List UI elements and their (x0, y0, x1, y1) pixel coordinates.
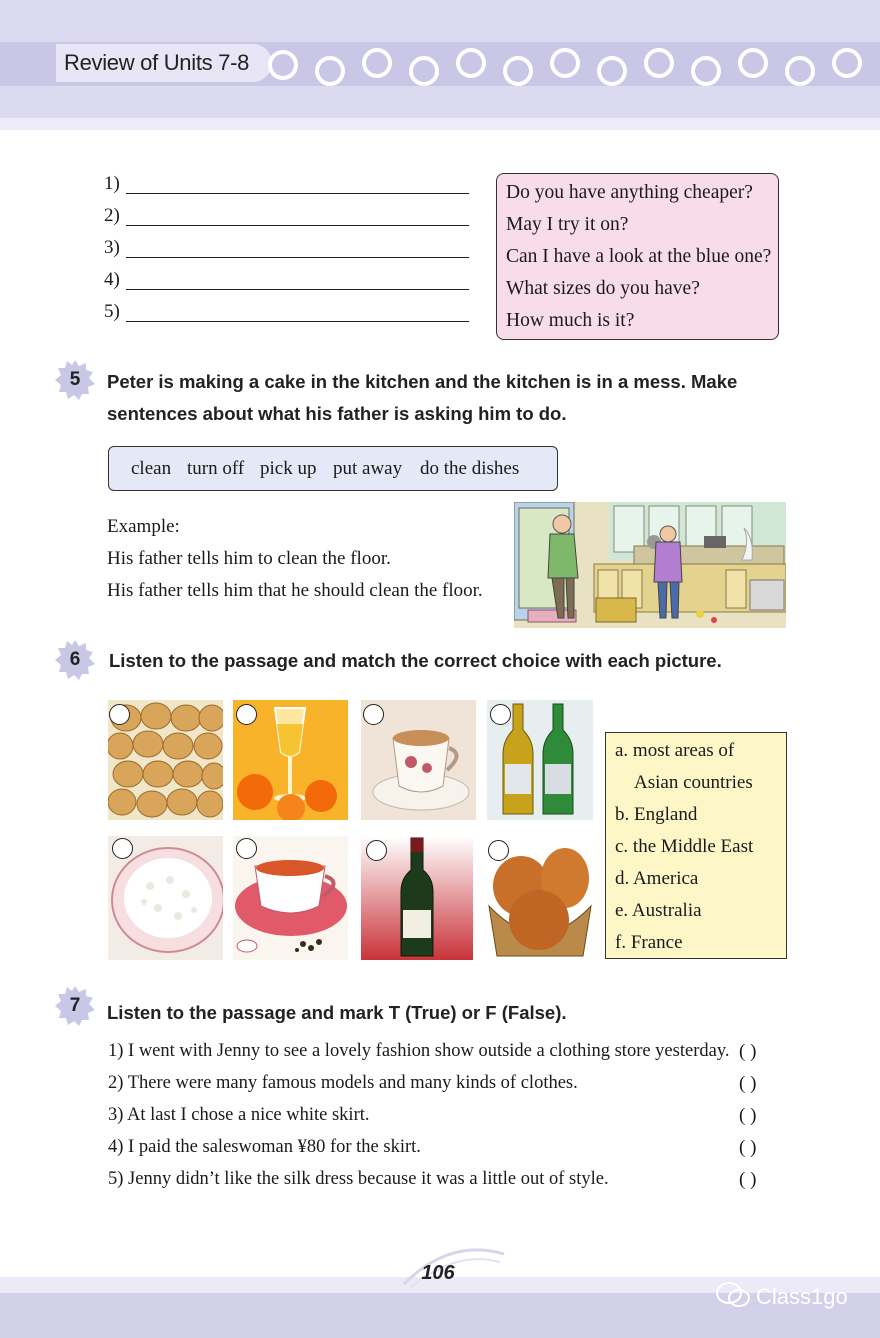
watermark (716, 1282, 848, 1314)
question-item: What sizes do you have? (506, 278, 700, 299)
answer-line-2[interactable] (126, 208, 469, 226)
answer-number: 1) (104, 173, 120, 194)
ring-icon (832, 48, 862, 78)
answer-line-3[interactable] (126, 240, 469, 258)
tf-item: 5) Jenny didn’t like the silk dress because it was a little out of style. (108, 1169, 609, 1189)
word-box (108, 446, 558, 491)
section-number: 6 (69, 649, 81, 670)
answer-circle[interactable] (236, 838, 257, 859)
question-item: Can I have a look at the blue one? (506, 246, 772, 267)
ring-icon (362, 48, 392, 78)
answer-number: 5) (104, 301, 120, 322)
choice-item: f. France (615, 932, 683, 953)
choice-item: Asian countries (634, 772, 753, 793)
ring-icon (738, 48, 768, 78)
question-box (496, 173, 779, 340)
ring-icon (268, 50, 298, 80)
answer-circle[interactable] (109, 704, 130, 725)
ring-icon (456, 48, 486, 78)
section-7-instruction: Listen to the passage and mark T (True) or F (False). (107, 1002, 567, 1023)
answer-circle[interactable] (363, 704, 384, 725)
section-6-badge (55, 640, 95, 680)
section-5-badge (55, 360, 95, 400)
word-item: do the dishes (420, 458, 520, 479)
answer-blank[interactable]: ( ) (739, 1041, 757, 1062)
word-item: turn off (187, 458, 245, 479)
page-number: 106 (421, 1262, 455, 1284)
answer-blank[interactable]: ( ) (739, 1073, 757, 1094)
header-underband (0, 118, 880, 130)
answer-number: 2) (104, 205, 120, 226)
answer-circle[interactable] (490, 704, 511, 725)
question-item: Do you have anything cheaper? (506, 182, 753, 203)
wechat-icon (716, 1282, 750, 1314)
ring-icon (409, 56, 439, 86)
answer-blank[interactable]: ( ) (739, 1105, 757, 1126)
answer-line-5[interactable] (126, 304, 469, 322)
choice-item: e. Australia (615, 900, 702, 921)
word-item: clean (131, 458, 172, 479)
section-number: 5 (69, 369, 81, 390)
tf-item: 4) I paid the saleswoman ¥80 for the skirt. (108, 1137, 421, 1157)
answer-circle[interactable] (488, 840, 509, 861)
word-item: pick up (260, 458, 317, 479)
section-5-instruction-2: sentences about what his father is asking him to do. (107, 403, 567, 424)
ring-icon (644, 48, 674, 78)
answer-blank[interactable]: ( ) (739, 1169, 757, 1190)
choices-box (605, 732, 787, 959)
question-item: How much is it? (506, 310, 635, 331)
choice-item: b. England (615, 804, 698, 825)
example-sentence-1: His father tells him to clean the floor. (107, 548, 391, 569)
answer-number: 4) (104, 269, 120, 290)
section-number: 7 (69, 995, 81, 1016)
answer-circle[interactable] (112, 838, 133, 859)
kitchen-illustration (514, 502, 786, 628)
ring-icon (550, 48, 580, 78)
answer-circle[interactable] (236, 704, 257, 725)
tf-item: 1) I went with Jenny to see a lovely fashion show outside a clothing store yesterday. (108, 1041, 730, 1061)
answer-line-1[interactable] (126, 176, 469, 194)
ring-icon (503, 56, 533, 86)
answer-blank[interactable]: ( ) (739, 1137, 757, 1158)
ring-icon (785, 56, 815, 86)
ring-icon (691, 56, 721, 86)
section-5-instruction-1: Peter is making a cake in the kitchen and the kitchen is in a mess. Make (107, 371, 738, 392)
watermark-text: Class1go (756, 1283, 848, 1309)
ring-icon (315, 56, 345, 86)
page-title: Review of Units 7-8 (56, 44, 272, 82)
choice-item: d. America (615, 868, 699, 889)
example-sentence-2: His father tells him that he should clean the floor. (107, 580, 483, 601)
section-7-badge (55, 986, 95, 1026)
answer-line-4[interactable] (126, 272, 469, 290)
word-item: put away (333, 458, 403, 479)
answer-number: 3) (104, 237, 120, 258)
question-item: May I try it on? (506, 214, 629, 235)
answer-circle[interactable] (366, 840, 387, 861)
example-label: Example: (107, 516, 180, 537)
choice-item: a. most areas of (615, 740, 735, 761)
ring-icon (597, 56, 627, 86)
tf-item: 2) There were many famous models and many kinds of clothes. (108, 1073, 578, 1093)
section-6-instruction: Listen to the passage and match the correct choice with each picture. (109, 650, 722, 671)
tf-item: 3) At last I chose a nice white skirt. (108, 1105, 370, 1125)
choice-item: c. the Middle East (615, 836, 754, 857)
